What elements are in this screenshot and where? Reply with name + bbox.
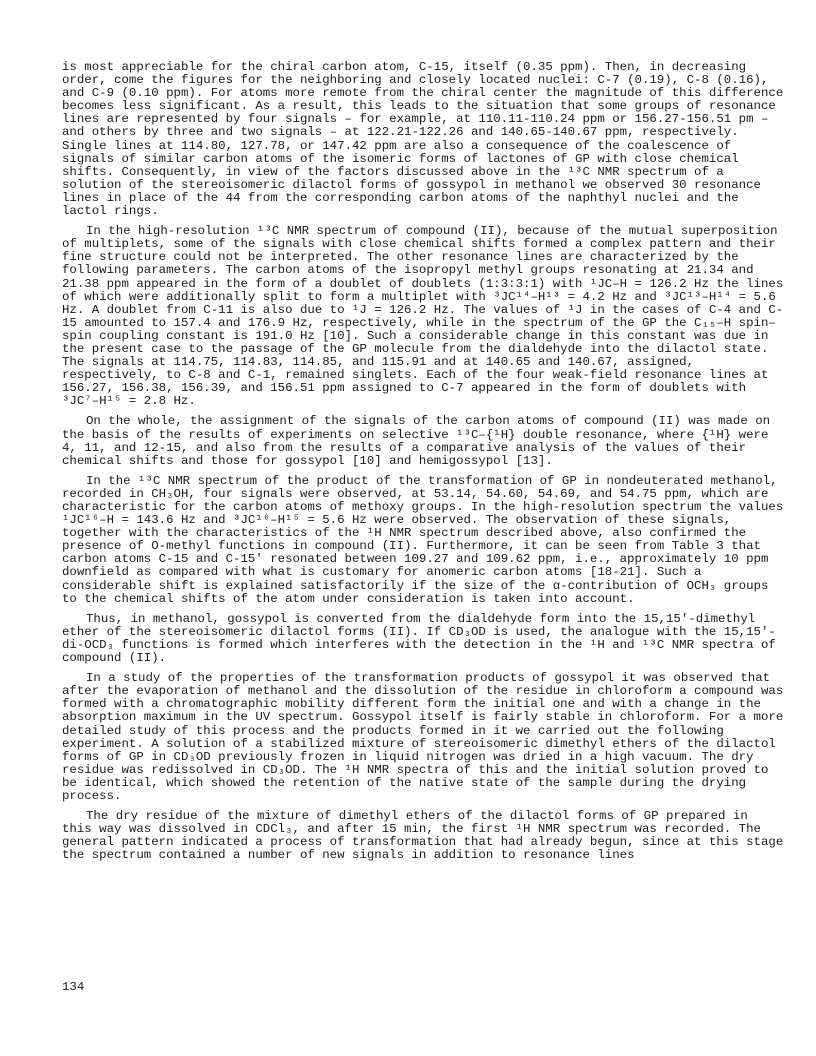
page-number: 134	[62, 980, 85, 994]
paragraph-4: In the ¹³C NMR spectrum of the product of the transformation of GP in nondeuterated methanol, recorded in CH₃OH, four signals were observed, at 53.14, 54.60, 54.69, and 54.75 ppm, which are characteristic for the carbon atoms of methoxy groups. In the high-resolution spectrum the values ¹JC¹⁶–H = 143.6 Hz and ³JC¹⁶–H¹⁵ = 5.6 Hz were observed. The observation of these signals, together with the characteristics of the ¹H NMR spectrum described above, also confirmed the presence of O-methyl functions in compound (II). Furthermore, it can be seen from Table 3 that carbon atoms C-15 and C-15' resonated between 109.27 and 109.62 ppm, i.e., approximately 10 ppm downfield as compared with what is customary for anomeric carbon atoms [18-21]. Such a considerable shift is explained satisfactorily if the size of the α-contribution of OCH₃ groups to the chemical shifts of the atom under consideration is taken into account.	[62, 473, 784, 606]
paragraph-1: is most appreciable for the chiral carbon atom, C-15, itself (0.35 ppm). Then, in decreasing order, come the figures for the neighboring and closely located nuclei: C-7 (0.19), C-8 (0.16), and C-9 (0.10 ppm). For atoms more remote from the chiral center the magnitude of this difference becomes less significant. As a result, this leads to the situation that some groups of resonance lines are represented by four signals – for example, at 110.11-110.24 ppm or 156.27-156.51 pm – and others by three and two signals – at 122.21-122.26 and 140.65-140.67 ppm, respectively. Single lines at 114.80, 127.78, or 147.42 ppm are also a consequence of the coalescence of signals of similar carbon atoms of the isomeric forms of lactones of GP with close chemical shifts. Consequently, in view of the factors discussed above in the ¹³C NMR spectrum of a solution of the stereoisomeric dilactol forms of gossypol in methanol we observed 30 resonance lines in place of the 44 from the corresponding carbon atoms of the naphthyl nuclei and the lactol rings.	[62, 60, 784, 219]
paragraph-7: The dry residue of the mixture of dimethyl ethers of the dilactol forms of GP prepared in this way was dissolved in CDCl₃, and after 15 min, the first ¹H NMR spectrum was recorded. The general pattern indicated a process of transformation that had already begun, since at this stage the spectrum contained a number of new signals in addition to resonance lines	[62, 809, 784, 863]
document-body	[62, 61, 784, 869]
paragraph-6: In a study of the properties of the transformation products of gossypol it was observed that after the evaporation of methanol and the dissolution of the residue in chloroform a compound was formed with a chromatographic mobility different form the initial one and with a change in the absorption maximum in the UV spectrum. Gossypol itself is fairly stable in chloroform. For a more detailed study of this process and the products formed in it we carried out the following experiment. A solution of a stabilized mixture of stereoisomeric dimethyl ethers of the dilactol forms of GP in CD₃OD previously frozen in liquid nitrogen was dried in a high vacuum. The dry residue was redissolved in CD₃OD. The ¹H NMR spectra of this and the initial solution proved to be identical, which showed the retention of the native state of the sample during the drying process.	[62, 671, 784, 803]
paragraph-5: Thus, in methanol, gossypol is converted from the dialdehyde form into the 15,15'-dimethyl ether of the stereoisomeric dilactol forms (II). If CD₃OD is used, the analogue with the 15,15'-di-OCD₃ functions is formed which interferes with the detection in the ¹H and ¹³C NMR spectra of compound (II).	[62, 611, 776, 666]
paragraph-3: On the whole, the assignment of the signals of the carbon atoms of compound (II) was made on the basis of the results of experiments on selective ¹³C–{¹H} double resonance, where {¹H} were 4, 11, and 12-15, and also from the results of a comparative analysis of the values of their chemical shifts and those for gossypol [10] and hemigossypol [13].	[62, 414, 771, 468]
paragraph-2: In the high-resolution ¹³C NMR spectrum of compound (II), because of the mutual superposition of multiplets, some of the signals with close chemical shifts formed a complex pattern and their fine structure could not be interpreted. The other resonance lines are characterized by the following parameters. The carbon atoms of the isopropyl methyl groups resonating at 21.34 and 21.38 ppm appeared in the form of a doublet of doublets (1:3:3:1) with ¹JC–H = 126.2 Hz the lines of which were additionally split to form a multiplet with ³JC¹⁴–H¹³ = 4.2 Hz and ³JC¹³–H¹⁴ = 5.6 Hz. A doublet from C-11 is also due to ¹J = 126.2 Hz. The values of ¹J in the cases of C-4 and C-15 amounted to 157.4 and 176.9 Hz, respectively, while in the spectrum of the GP the C₁₅–H spin–spin coupling constant is 191.0 Hz [10]. Such a considerable change in this constant was due in the present case to the passage of the GP molecule from the dialdehyde into the dilactol state. The signals at 114.75, 114.83, 114.85, and 115.91 and at 140.65 and 140.67, assigned, respectively, to C-8 and C-1, remained singlets. Each of the four weak-field resonance lines at 156.27, 156.38, 156.39, and 156.51 ppm assigned to C-7 appeared in the form of doublets with ³JC⁷–H¹⁵ = 2.8 Hz.	[62, 224, 784, 409]
